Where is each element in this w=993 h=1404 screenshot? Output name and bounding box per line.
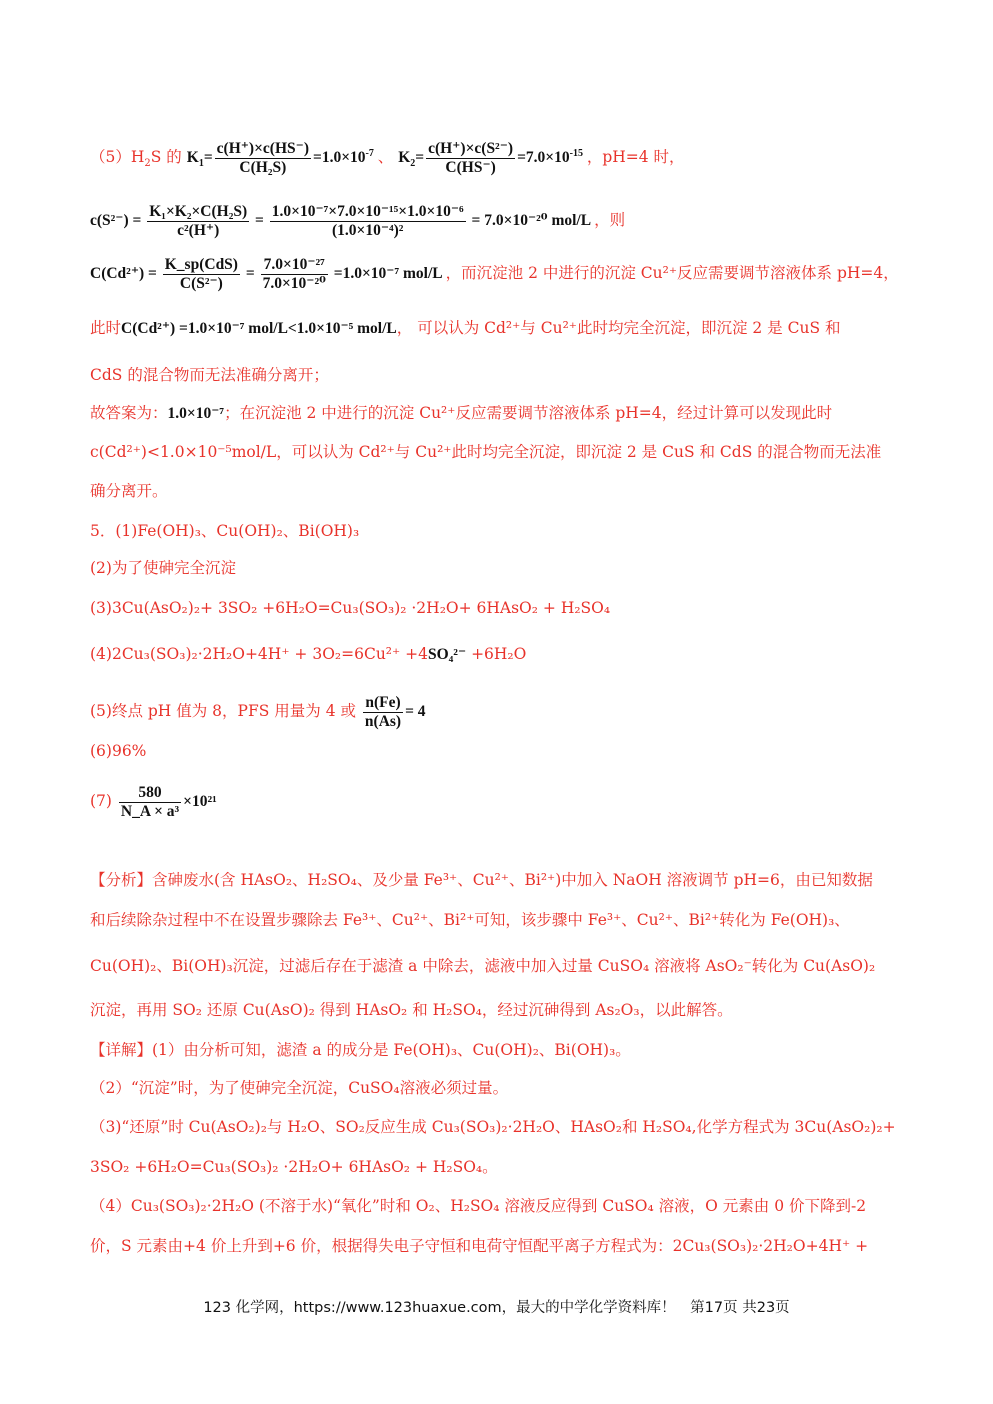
q5-a1: 5．(1)Fe(OH)₃、Cu(OH)₂、Bi(OH)₃ <box>90 522 360 540</box>
detail-l6: 价，S 元素由+4 价上升到+6 价，根据得失电子守恒和电荷守恒配平离子方程式为：2Cu₃(SO₃)₂·2H₂O+4H⁺ + <box>90 1237 869 1255</box>
q5-a3: (3)3Cu(AsO₂)₂+ 3SO₂ +6H₂O=Cu₃(SO₃)₂ ·2H₂O+ 6HAsO₂ + H₂SO₄ <box>90 599 611 617</box>
k2-expression: $K_2=$ $\frac{\text{c(H⁺)×c(S²⁻)}}{C(HS^-)}$ $=7.0\times 10^{-15}$ <box>398 140 583 176</box>
answer-line1: 故答案为：1.0×10⁻⁷；在沉淀池 2 中进行的沉淀 Cu²⁺反应需要调节溶液体系 pH=4，经过计算可以发现此时 <box>90 404 833 422</box>
p5-intro: $(5)H_2S$ 的 <box>90 148 182 170</box>
cd-compare: C(Cd²⁺) =1.0×10⁻⁷ mol/L<1.0×10⁻⁵ mol/L <box>121 320 397 337</box>
q5-a4: (4)2Cu₃(SO₃)₂·2H₂O+4H⁺ + 3O₂=6Cu²⁺ +4SO₄²⁻ +6H₂O <box>90 645 527 663</box>
p5-line1 <box>90 140 685 177</box>
detail-l4: 3SO₂ +6H₂O=Cu₃(SO₃)₂ ·2H₂O+ 6HAsO₂ + H₂SO₄。 <box>90 1158 498 1176</box>
answer-value: 1.0×10⁻⁷ <box>167 405 225 422</box>
ccd-expression: C(Cd²⁺) = $\frac{\text{K\_sp(CdS)}}{\text{C(S²⁻)}}$ = $\frac{\text{7.0×10⁻²⁷}}{\text{7.0×10⁻²⁰}}$ =1.0×10⁻⁷ mol/L <box>90 256 442 292</box>
p5-line5: CdS 的混合物而无法准确分离开； <box>90 366 329 384</box>
analysis-l1: 【分析】含砷废水(含 HAsO₂、H₂SO₄、及少量 Fe³⁺、Cu²⁺、Bi²⁺)中加入 NaOH 溶液调节 pH=6，由已知数据 <box>90 871 873 889</box>
cs-tail: ，则 <box>594 211 626 230</box>
k1-expression: $K_1=$ $\frac{c(H^+)\times c(HS^-)}{\text{C(H₂S)}}$ $=1.0\times 10^{-7}$ <box>186 140 374 176</box>
answer-line2: c(Cd²⁺)<1.0×10⁻⁵mol/L，可以认为 Cd²⁺与 Cu²⁺此时均完全沉淀，即沉淀 2 是 CuS 和 CdS 的混合物而无法准 <box>90 443 882 461</box>
analysis-l3: Cu(OH)₂、Bi(OH)₃沉淀，过滤后存在于滤渣 a 中除去，滤液中加入过量 CuSO₄ 溶液将 AsO₂⁻转化为 Cu(AsO)₂ <box>90 957 876 975</box>
detail-l5: （4）Cu₃(SO₃)₂·2H₂O (不溶于水)“氧化”时和 O₂、H₂SO₄ 溶液反应得到 CuSO₄ 溶液，O 元素由 0 价下降到-2 <box>90 1197 867 1215</box>
cs-line <box>90 203 625 240</box>
p5-line4: 此时C(Cd²⁺) =1.0×10⁻⁷ mol/L<1.0×10⁻⁵ mol/L， 可以认为 Cd²⁺与 Cu²⁺此时均完全沉淀，即沉淀 2 是 CuS 和 <box>90 319 841 337</box>
q5-a7: (7) $\frac{580}{\text{N\_A × a³}}$ ×10²¹ <box>90 784 217 820</box>
cs-expression: c(S²⁻) = $\frac{\text{K₁×K₂×C(H₂S)}}{\text{c²(H⁺)}}$ = $\frac{\text{1.0×10⁻⁷×7.0×10⁻¹⁵×1.0×10⁻⁶}}{\text{(1.0×10⁻⁴)²}}$ = 7.0×10⁻²⁰ mol/L <box>90 203 591 239</box>
analysis-l4: 沉淀，再用 SO₂ 还原 Cu(AsO)₂ 得到 HAsO₂ 和 H₂SO₄，经过沉砷得到 As₂O₃，以此解答。 <box>90 1001 733 1019</box>
detail-l2: （2）“沉淀”时，为了使砷完全沉淀，CuSO₄溶液必须过量。 <box>90 1079 509 1097</box>
detail-l1: 【详解】(1）由分析可知，滤渣 a 的成分是 Fe(OH)₃、Cu(OH)₂、Bi(OH)₃。 <box>90 1041 631 1059</box>
detail-l3: （3)“还原”时 Cu(AsO₂)₂与 H₂O、SO₂反应生成 Cu₃(SO₃)₂·2H₂O、HAsO₂和 H₂SO₄,化学方程式为 3Cu(AsO₂)₂+ <box>90 1118 896 1136</box>
density-expression: $\frac{580}{\text{N\_A × a³}}$ ×10²¹ <box>120 784 217 820</box>
page-footer: 123 化学网，https://www.123huaxue.com，最大的中学化学资料库！ 第17页 共23页 <box>203 1300 790 1316</box>
ccd-tail: ，而沉淀池 2 中进行的沉淀 Cu²⁺反应需要调节溶液体系 pH=4， <box>445 264 899 283</box>
ratio-expression: $\frac{n(Fe)}{n(As)}$ = 4 <box>364 694 426 730</box>
answer-line3: 确分离开。 <box>90 482 168 500</box>
q5-a2: (2)为了使砷完全沉淀 <box>90 559 236 577</box>
q5-a6: (6)96% <box>90 742 147 760</box>
ph-text: ，pH=4 时， <box>586 148 685 167</box>
separator: 、 <box>377 148 394 167</box>
ccd-line <box>90 256 899 293</box>
q5-a5: (5)终点 pH 值为 8，PFS 用量为 4 或 $\frac{n(Fe)}{n(As)}$ = 4 <box>90 694 426 730</box>
sulfate-ion: SO₄²⁻ <box>427 646 467 663</box>
analysis-l2: 和后续除杂过程中不在设置步骤除去 Fe³⁺、Cu²⁺、Bi²⁺可知，该步骤中 Fe³⁺、Cu²⁺、Bi²⁺转化为 Fe(OH)₃、 <box>90 911 850 929</box>
